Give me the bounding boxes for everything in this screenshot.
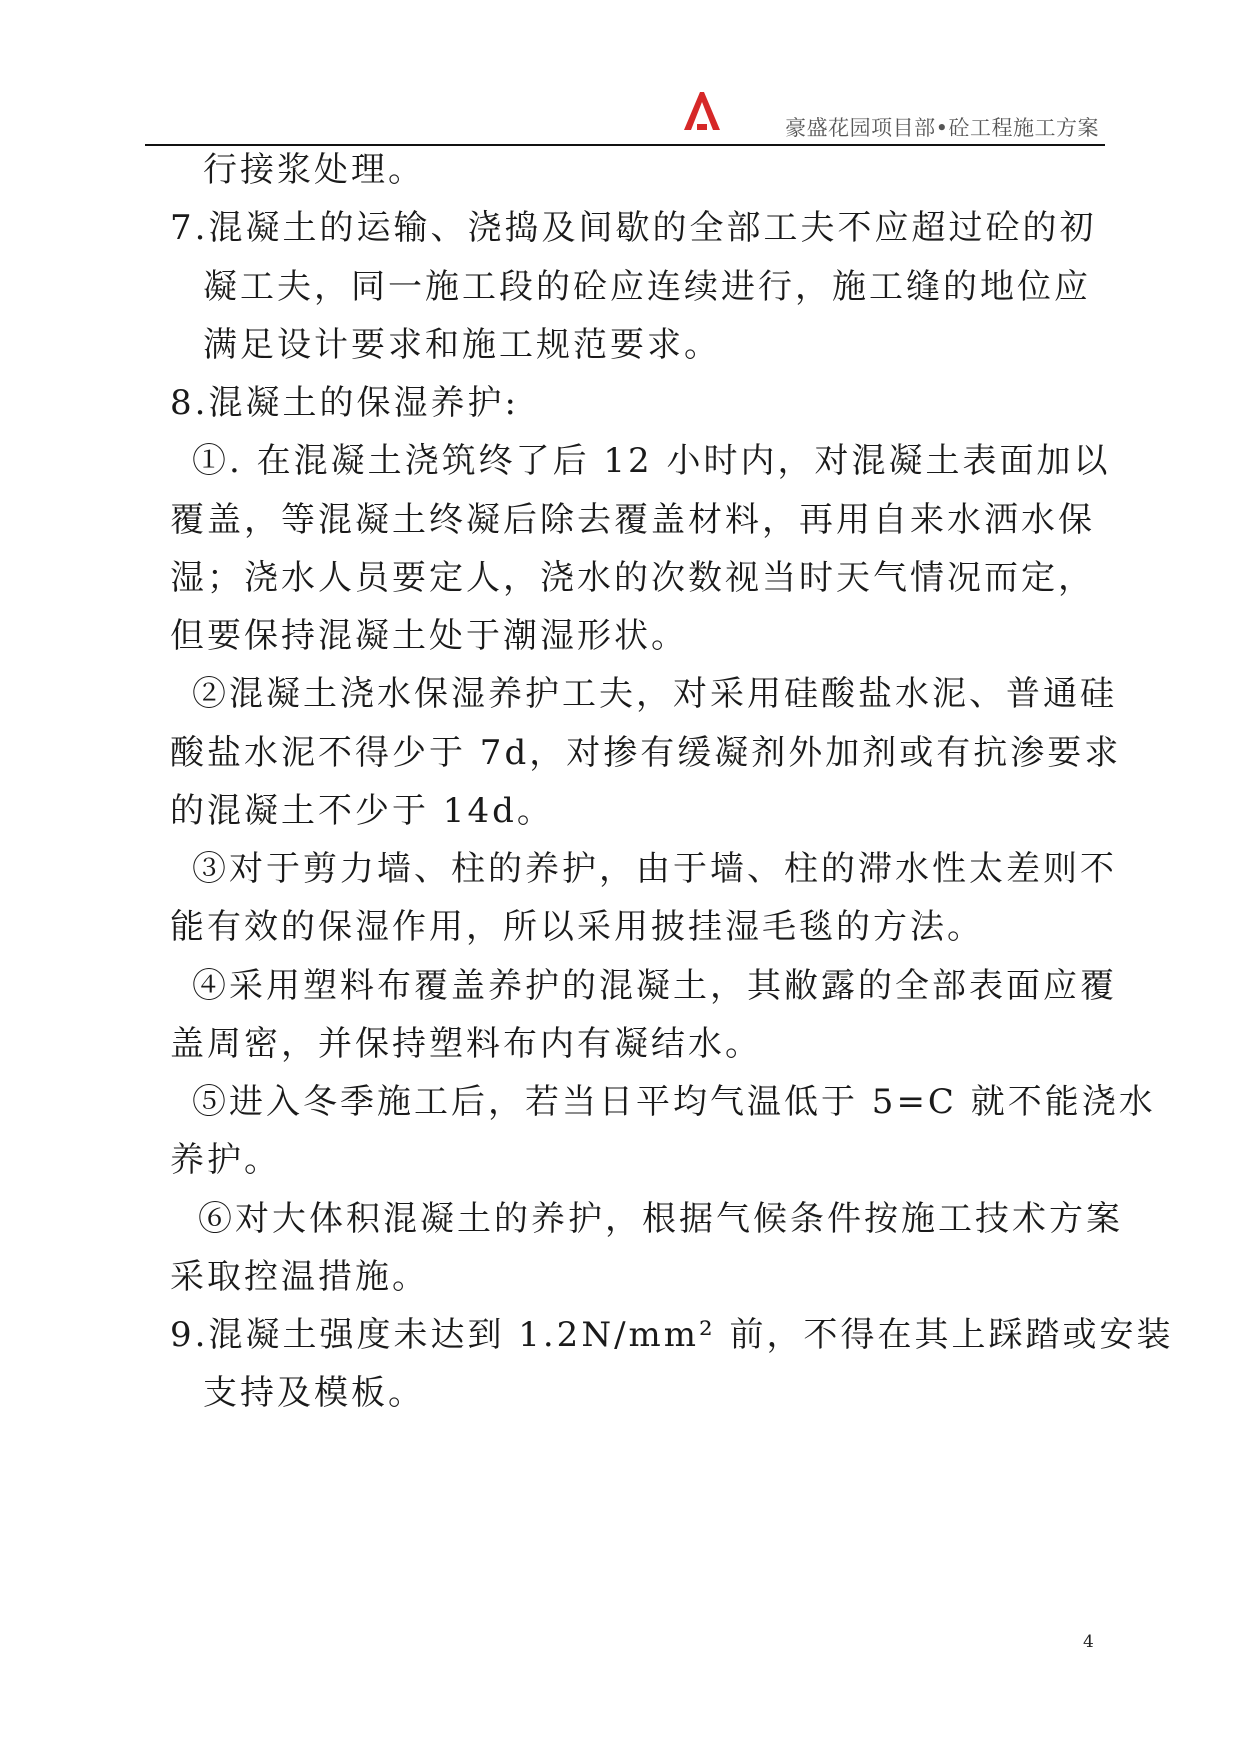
red-arch-logo-icon xyxy=(680,88,724,132)
text-line: 酸盐水泥不得少于 7d，对掺有缓凝剂外加剂或有抗渗要求 xyxy=(170,733,1122,773)
text-line: 的混凝土不少于 14d。 xyxy=(170,791,554,831)
page-header xyxy=(145,80,1105,146)
text-line: 但要保持混凝土处于潮湿形状。 xyxy=(170,616,688,656)
text-line: 湿；浇水人员要定人，浇水的次数视当时天气情况而定， xyxy=(170,558,1095,598)
text-line: 7.混凝土的运输、浇捣及间歇的全部工夫不应超过砼的初 xyxy=(170,208,1097,248)
text-line: 8.混凝土的保湿养护: xyxy=(170,383,519,423)
text-line: ③对于剪力墙、柱的养护，由于墙、柱的滞水性太差则不 xyxy=(192,849,1117,889)
text-line: 覆盖，等混凝土终凝后除去覆盖材料，再用自来水洒水保 xyxy=(170,500,1095,540)
text-line: ④采用塑料布覆盖养护的混凝土，其敝露的全部表面应覆 xyxy=(192,966,1117,1006)
text-line: 支持及模板。 xyxy=(203,1373,425,1413)
text-line: 养护。 xyxy=(170,1140,281,1180)
text-line: 行接浆处理。 xyxy=(203,150,425,190)
text-line: 盖周密，并保持塑料布内有凝结水。 xyxy=(170,1024,762,1064)
text-line: ②混凝土浇水保湿养护工夫，对采用硅酸盐水泥、普通硅 xyxy=(192,674,1117,714)
header-title: 豪盛花园项目部•砼工程施工方案 xyxy=(785,116,1099,140)
page-number: 4 xyxy=(1083,1632,1094,1652)
text-line: ⑥对大体积混凝土的养护，根据气候条件按施工技术方案 xyxy=(198,1199,1123,1239)
text-line: ⑤进入冬季施工后，若当日平均气温低于 5=C 就不能浇水 xyxy=(192,1082,1156,1122)
text-line: 凝工夫，同一施工段的砼应连续进行，施工缝的地位应 xyxy=(203,267,1091,307)
text-line: 能有效的保湿作用，所以采用披挂湿毛毯的方法。 xyxy=(170,907,984,947)
text-line: 采取控温措施。 xyxy=(170,1257,429,1297)
text-line: 满足设计要求和施工规范要求。 xyxy=(203,325,721,365)
text-line: 9.混凝土强度未达到 1.2N/mm² 前，不得在其上踩踏或安装 xyxy=(170,1315,1174,1355)
text-line: ①. 在混凝土浇筑终了后 12 小时内，对混凝土表面加以 xyxy=(192,441,1111,481)
